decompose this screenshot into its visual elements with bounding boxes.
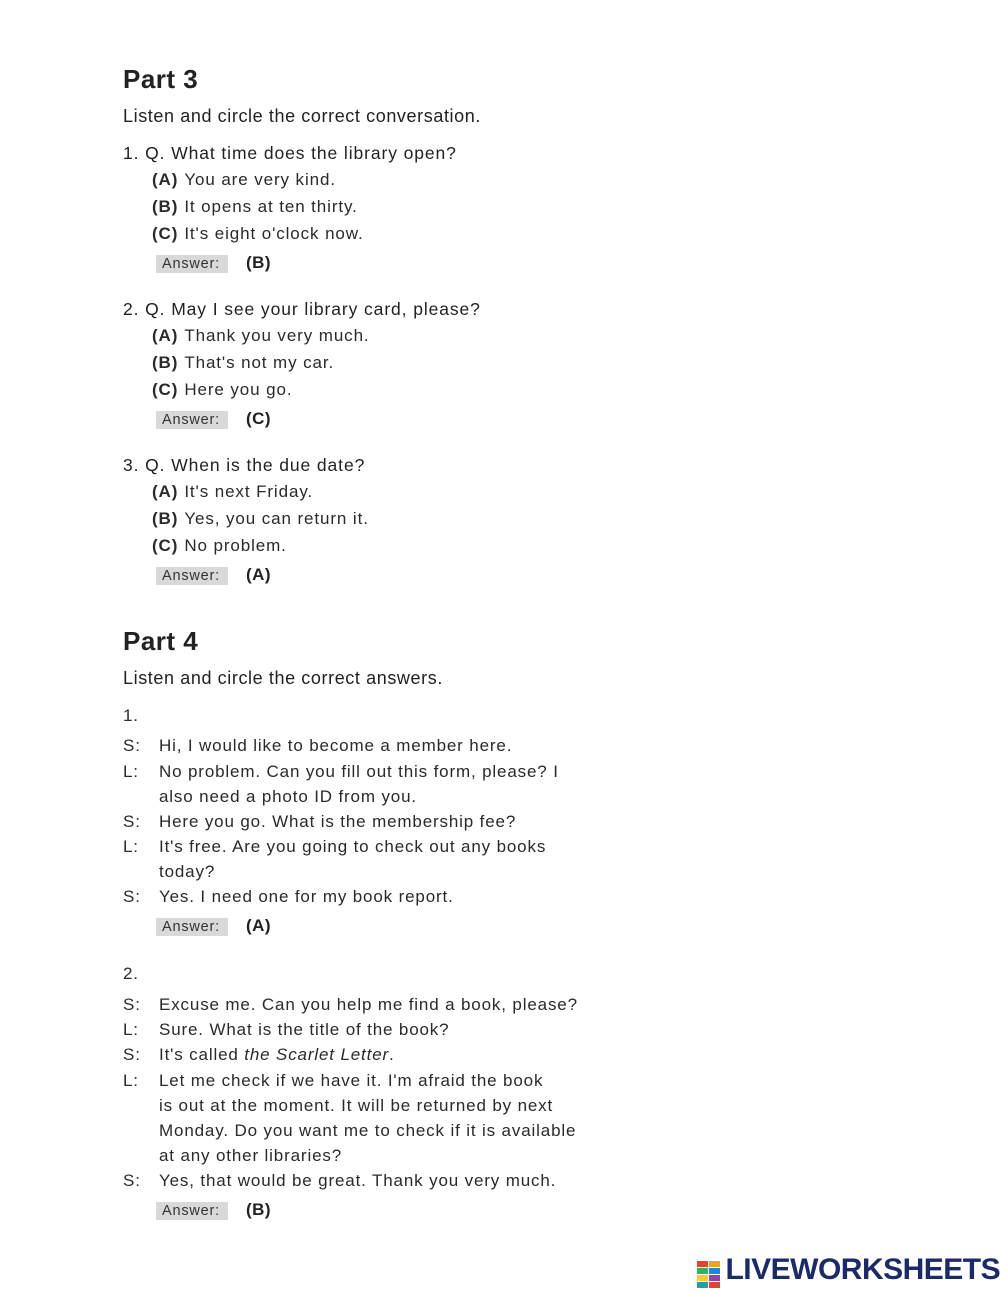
speaker-label: S: bbox=[123, 1045, 141, 1064]
line-text: also need a photo ID from you. bbox=[159, 787, 417, 806]
dialogue-1-line-5 bbox=[123, 837, 546, 857]
dialogue-2-answer bbox=[156, 1200, 271, 1220]
dialogue-1-line-6 bbox=[123, 862, 215, 882]
option-letter: (C) bbox=[152, 224, 179, 243]
option-text: You are very kind. bbox=[184, 170, 336, 189]
dialogue-1-line-3 bbox=[123, 787, 417, 807]
answer-value: (B) bbox=[245, 1200, 272, 1219]
answer-value: (A) bbox=[245, 565, 272, 584]
dialogue-1-number: 1. bbox=[123, 706, 139, 725]
part3-q3-answer bbox=[156, 565, 271, 585]
dialogue-2-line-1 bbox=[123, 995, 578, 1015]
answer-label: Answer: bbox=[156, 1202, 228, 1220]
part3-q1-option-c[interactable] bbox=[152, 224, 364, 244]
line-text: is out at the moment. It will be returned by next bbox=[159, 1096, 554, 1115]
line-text: Hi, I would like to become a member here. bbox=[159, 736, 513, 755]
option-text: Yes, you can return it. bbox=[184, 509, 369, 528]
line-text: It's called bbox=[159, 1045, 245, 1064]
speaker-label: S: bbox=[123, 887, 141, 906]
dialogue-2-line-3 bbox=[123, 1045, 395, 1065]
answer-value: (B) bbox=[245, 253, 272, 272]
option-text: Thank you very much. bbox=[184, 326, 370, 345]
dialogue-2-number: 2. bbox=[123, 964, 139, 983]
part4-instruction: Listen and circle the correct answers. bbox=[123, 668, 443, 688]
dialogue-2-line-2 bbox=[123, 1020, 449, 1040]
part4-title: Part 4 bbox=[123, 626, 199, 656]
speaker-label: S: bbox=[123, 736, 141, 755]
speaker-label: S: bbox=[123, 1171, 141, 1190]
part3-instruction: Listen and circle the correct conversation. bbox=[123, 106, 481, 126]
part3-q2-option-a[interactable] bbox=[152, 326, 370, 346]
answer-label: Answer: bbox=[156, 255, 228, 273]
option-letter: (A) bbox=[152, 170, 179, 189]
dialogue-1-answer bbox=[156, 916, 271, 936]
line-text: Let me check if we have it. I'm afraid the book bbox=[159, 1071, 544, 1090]
option-letter: (C) bbox=[152, 536, 179, 555]
answer-label: Answer: bbox=[156, 411, 228, 429]
part3-q2-option-c[interactable] bbox=[152, 380, 292, 400]
part3-q3-option-a[interactable] bbox=[152, 482, 313, 502]
part3-q1-option-a[interactable] bbox=[152, 170, 336, 190]
part3-title: Part 3 bbox=[123, 64, 199, 94]
line-text: Monday. Do you want me to check if it is available bbox=[159, 1121, 577, 1140]
dialogue-2-line-7 bbox=[123, 1146, 342, 1166]
liveworksheets-logo-text: LIVEWORKSHEETS bbox=[725, 1253, 1000, 1286]
dialogue-2-line-5 bbox=[123, 1096, 553, 1116]
answer-value: (A) bbox=[245, 916, 272, 935]
part3-question-3: 3. Q. When is the due date? bbox=[123, 455, 366, 475]
option-text: No problem. bbox=[184, 536, 287, 555]
part3-question-2: 2. Q. May I see your library card, please? bbox=[123, 299, 481, 319]
book-title: the Scarlet Letter bbox=[244, 1045, 390, 1064]
liveworksheets-logo[interactable] bbox=[697, 1253, 1000, 1289]
line-text: Yes. I need one for my book report. bbox=[159, 887, 454, 906]
option-letter: (B) bbox=[152, 197, 179, 216]
option-letter: (A) bbox=[152, 326, 179, 345]
dialogue-1-line-4 bbox=[123, 812, 516, 832]
part3-question-1: 1. Q. What time does the library open? bbox=[123, 143, 457, 163]
part3-q3-option-c[interactable] bbox=[152, 536, 287, 556]
answer-label: Answer: bbox=[156, 567, 228, 585]
option-letter: (B) bbox=[152, 353, 179, 372]
speaker-label: S: bbox=[123, 812, 141, 831]
line-text: Excuse me. Can you help me find a book, please? bbox=[159, 995, 578, 1014]
part3-q3-option-b[interactable] bbox=[152, 509, 369, 529]
dialogue-2-line-4 bbox=[123, 1071, 543, 1091]
dialogue-2-line-6 bbox=[123, 1121, 576, 1141]
line-text-end: . bbox=[389, 1045, 395, 1064]
part3-q1-answer bbox=[156, 253, 271, 273]
liveworksheets-logo-icon bbox=[697, 1261, 721, 1289]
dialogue-2-line-8 bbox=[123, 1171, 556, 1191]
dialogue-1-line-1 bbox=[123, 736, 512, 756]
part3-q2-option-b[interactable] bbox=[152, 353, 334, 373]
part3-q1-option-b[interactable] bbox=[152, 197, 358, 217]
dialogue-1-line-2 bbox=[123, 762, 559, 782]
speaker-label: L: bbox=[123, 762, 139, 781]
option-text: That's not my car. bbox=[184, 353, 335, 372]
dialogue-1-line-7 bbox=[123, 887, 454, 907]
speaker-label: L: bbox=[123, 837, 139, 856]
line-text: Here you go. What is the membership fee? bbox=[159, 812, 517, 831]
option-letter: (C) bbox=[152, 380, 179, 399]
speaker-label: L: bbox=[123, 1020, 139, 1039]
speaker-label: S: bbox=[123, 995, 141, 1014]
answer-label: Answer: bbox=[156, 918, 228, 936]
line-text: No problem. Can you fill out this form, please? I bbox=[159, 762, 559, 781]
option-text: It's eight o'clock now. bbox=[184, 224, 364, 243]
option-text: It opens at ten thirty. bbox=[184, 197, 358, 216]
line-text: at any other libraries? bbox=[159, 1146, 343, 1165]
line-text: Yes, that would be great. Thank you very much. bbox=[159, 1171, 557, 1190]
option-letter: (A) bbox=[152, 482, 179, 501]
option-text: It's next Friday. bbox=[184, 482, 314, 501]
line-text: Sure. What is the title of the book? bbox=[159, 1020, 450, 1039]
line-text: It's free. Are you going to check out any books bbox=[159, 837, 547, 856]
answer-value: (C) bbox=[245, 409, 272, 428]
option-letter: (B) bbox=[152, 509, 179, 528]
speaker-label: L: bbox=[123, 1071, 139, 1090]
line-text: today? bbox=[159, 862, 216, 881]
option-text: Here you go. bbox=[184, 380, 293, 399]
part3-q2-answer bbox=[156, 409, 271, 429]
